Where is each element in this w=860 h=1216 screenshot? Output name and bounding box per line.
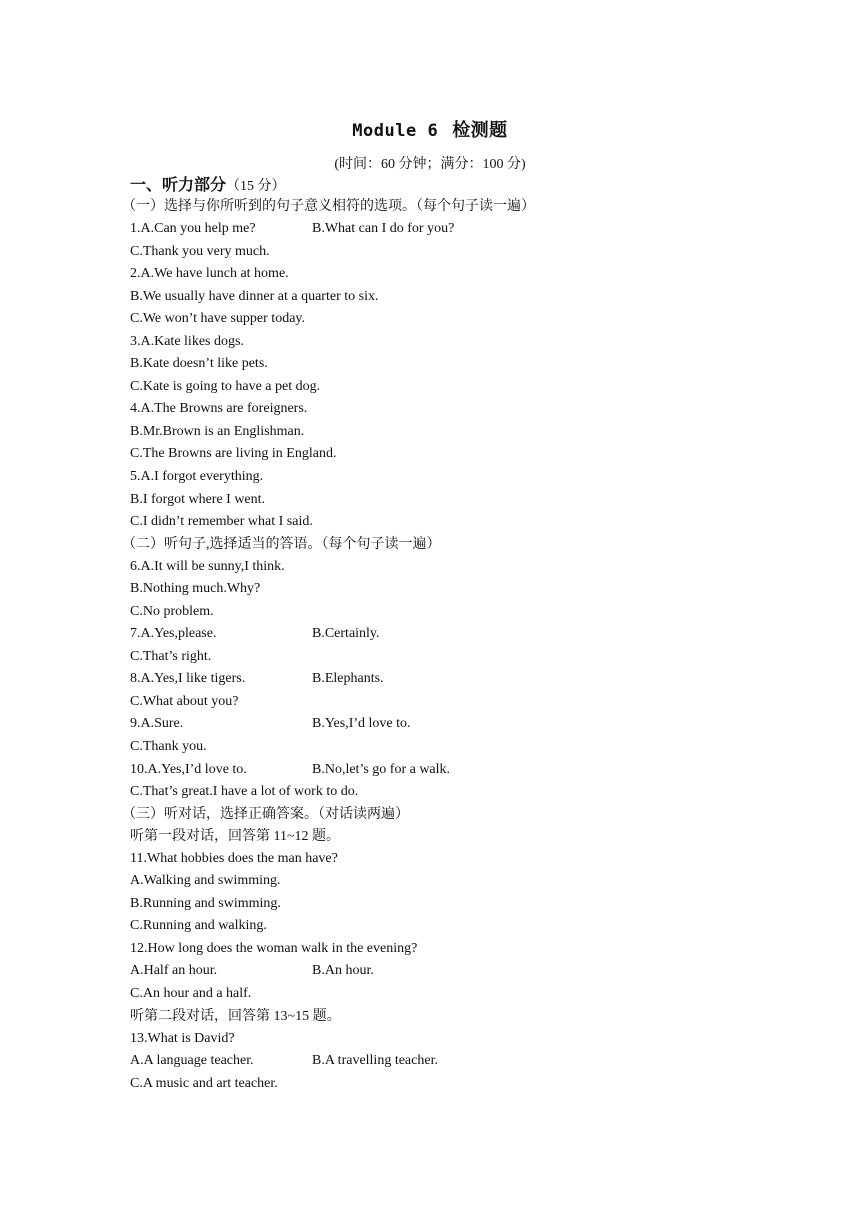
section-score: （15 分）: [226, 179, 286, 194]
q2-option-a: 2.A.We have lunch at home.: [130, 266, 289, 282]
question-1-row: [130, 218, 750, 241]
q10-option-a: 10.A.Yes,I’d love to.: [130, 761, 247, 777]
question-9-row: [130, 713, 750, 736]
q8-option-b: B.Elephants.: [312, 671, 384, 687]
q13-question: 13.What is David?: [130, 1030, 235, 1046]
q3-option-a: 3.A.Kate likes dogs.: [130, 333, 244, 349]
q1-option-a: 1.A.Can you help me?: [130, 221, 256, 236]
q12-option-b: B.An hour.: [312, 963, 374, 979]
dialog2-instruction: 听第二段对话，回答第 13~15 题。: [130, 1008, 341, 1024]
section-label: 一、听力部分: [130, 175, 227, 194]
q6-option-a: 6.A.It will be sunny,I think.: [130, 558, 285, 574]
q1-option-b: B.What can I do for you?: [312, 221, 455, 236]
exam-time-score: (时间：60 分钟；满分：100 分): [334, 157, 526, 172]
q10-option-c: C.That’s great.I have a lot of work to do.: [130, 784, 359, 800]
q5-option-a: 5.A.I forgot everything.: [130, 469, 264, 485]
page-title: [0, 116, 860, 142]
q8-option-c: C.What about you?: [130, 693, 239, 709]
q13-option-c: C.A music and art teacher.: [130, 1075, 278, 1091]
q7-option-c: C.That’s right.: [130, 648, 212, 664]
q11-option-c: C.Running and walking.: [130, 918, 267, 934]
q4-option-b: B.Mr.Brown is an Englishman.: [130, 423, 305, 439]
title-test: 检测题: [452, 120, 508, 141]
q7-option-b: B.Certainly.: [312, 626, 380, 642]
part2-instruction: （二）听句子,选择适当的答语。（每个句子读一遍）: [122, 536, 441, 552]
question-10-row: [130, 759, 750, 782]
q9-option-b: B.Yes,I’d love to.: [312, 716, 411, 732]
q8-option-a: 8.A.Yes,I like tigers.: [130, 671, 246, 687]
q6-option-c: C.No problem.: [130, 603, 214, 619]
title-module: Module 6: [352, 121, 439, 141]
question-8-row: [130, 668, 750, 691]
q2-option-b: B.We usually have dinner at a quarter to six.: [130, 288, 379, 304]
q7-option-a: 7.A.Yes,please.: [130, 626, 217, 642]
question-13-row: [130, 1050, 750, 1073]
q10-option-b: B.No,let’s go for a walk.: [312, 761, 451, 777]
q12-option-a: A.Half an hour.: [130, 963, 218, 979]
question-12-row: [130, 960, 750, 983]
q13-option-b: B.A travelling teacher.: [312, 1053, 438, 1069]
part1-instruction: （一）选择与你所听到的句子意义相符的选项。（每个句子读一遍）: [122, 199, 535, 214]
q6-option-b: B.Nothing much.Why?: [130, 581, 261, 597]
q12-question: 12.How long does the woman walk in the evening?: [130, 940, 418, 956]
q1-option-c: C.Thank you very much.: [130, 243, 270, 259]
q5-option-c: C.I didn’t remember what I said.: [130, 514, 313, 530]
exam-content: [122, 174, 750, 1095]
q4-option-c: C.The Browns are living in England.: [130, 446, 337, 462]
q4-option-a: 4.A.The Browns are foreigners.: [130, 401, 308, 417]
q9-option-a: 9.A.Sure.: [130, 716, 184, 732]
q11-question: 11.What hobbies does the man have?: [130, 850, 338, 866]
q13-option-a: A.A language teacher.: [130, 1053, 254, 1069]
q11-option-b: B.Running and swimming.: [130, 895, 281, 911]
q3-option-c: C.Kate is going to have a pet dog.: [130, 378, 321, 394]
q11-option-a: A.Walking and swimming.: [130, 873, 281, 889]
q12-option-c: C.An hour and a half.: [130, 985, 252, 1001]
question-7-row: [130, 623, 750, 646]
q5-option-b: B.I forgot where I went.: [130, 491, 266, 507]
q2-option-c: C.We won’t have supper today.: [130, 311, 305, 327]
section-listening-heading: [130, 174, 750, 196]
part3-instruction: （三）听对话，选择正确答案。（对话读两遍）: [122, 806, 409, 822]
q3-option-b: B.Kate doesn’t like pets.: [130, 356, 268, 372]
q9-option-c: C.Thank you.: [130, 739, 207, 755]
dialog1-instruction: 听第一段对话，回答第 11~12 题。: [130, 828, 341, 844]
